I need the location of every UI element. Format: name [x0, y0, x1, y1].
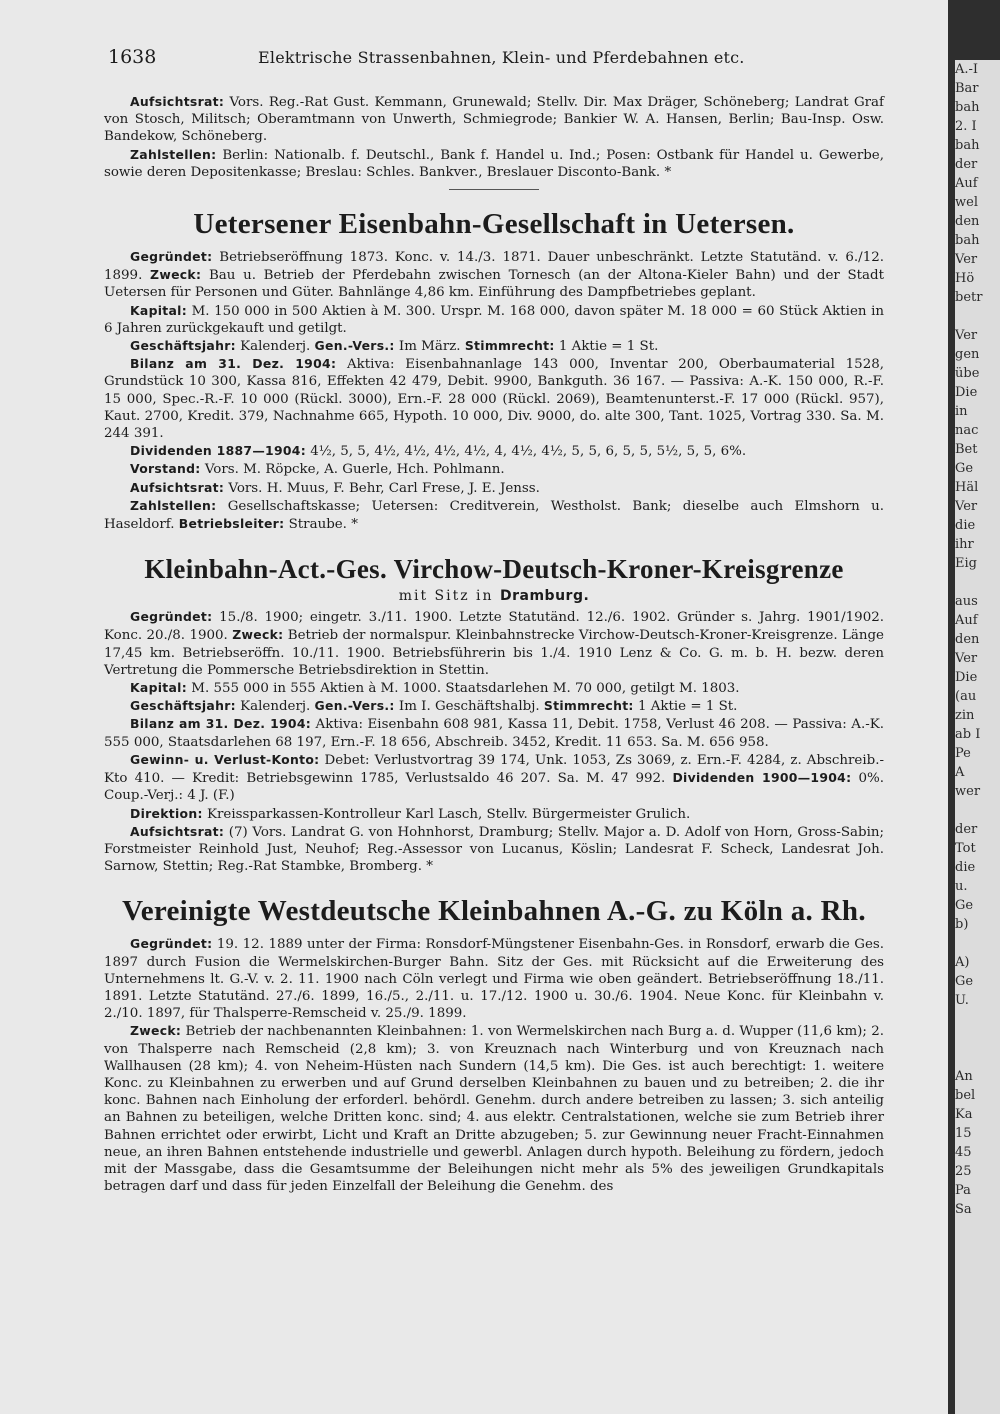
- strip-line: Bar: [955, 81, 979, 96]
- page-number: 1638: [108, 46, 157, 68]
- text-aufsichtsrat: (7) Vors. Landrat G. von Hohnhorst, Dramburg; Stellv. Major a. D. Adolf von Horn, Gross-Sabin; Forstmeister Reinhold Just, Neuhof; Reg.-Assessor von Lucanus, Köslin; Landesrat F. Scheck, Landesrat Joh. Sarnow, Stettin; Reg.-Rat Stambke, Bromberg. *: [104, 824, 884, 875]
- strip-line: die: [955, 518, 976, 533]
- company-seat: [104, 587, 884, 605]
- strip-line: Sa: [955, 1202, 972, 1217]
- key-geschaeftsjahr: Geschäftsjahr:: [130, 338, 236, 354]
- company-title: Kleinbahn-Act.-Ges. Virchow-Deutsch-Kroner-Kreisgrenze: [144, 554, 844, 585]
- text-dividenden: 4½, 5, 5, 4½, 4½, 4½, 4½, 4, 4½, 4½, 5, 5, 6, 5, 5, 5½, 5, 5, 6%.: [310, 444, 747, 460]
- strip-line: Pe: [955, 746, 971, 761]
- paragraph-vorstand: [104, 460, 884, 478]
- strip-line: [955, 801, 1000, 820]
- company-title: Vereinigte Westdeutsche Kleinbahnen A.-G. zu Köln a. Rh.: [122, 895, 866, 928]
- seat-city: Dramburg.: [500, 588, 590, 605]
- key-bilanz: Bilanz am 31. Dez. 1904:: [130, 716, 312, 732]
- paragraph-bilanz: [104, 715, 884, 750]
- text-stimmrecht: 1 Aktie = 1 St.: [637, 699, 738, 715]
- paragraph-gegruendet: [104, 608, 884, 679]
- text-zweck: Bau u. Betrieb der Pferdebahn zwischen Tornesch (an der Altona-Kieler Bahn) und der Stadt Uetersen für Personen und Güter. Bahnlänge 4,86 km. Einführung des Dampfbetriebes geplant.: [104, 268, 884, 301]
- text-direktion: Kreissparkassen-Kontrolleur Karl Lasch, Stellv. Bürgermeister Grulich.: [207, 806, 691, 822]
- section-divider: [449, 189, 539, 190]
- key-gen-vers: Gen.-Vers.:: [314, 338, 395, 354]
- strip-line: Ka: [955, 1107, 973, 1122]
- text-geschaeftsjahr: Kalenderj.: [240, 699, 311, 715]
- key-vorstand: Vorstand:: [130, 461, 201, 477]
- section-virchow: [104, 551, 884, 875]
- page-content: [104, 93, 884, 1195]
- strip-line: Ver: [955, 328, 978, 343]
- paragraph-aufsichtsrat: [104, 93, 884, 146]
- strip-line: Hö: [955, 271, 975, 286]
- strip-line: [955, 934, 1000, 953]
- key-zweck: Zweck:: [232, 627, 284, 643]
- strip-line: 2. I: [955, 119, 977, 134]
- strip-line: Ver: [955, 651, 978, 666]
- strip-line: [955, 1010, 1000, 1029]
- strip-line: der: [955, 822, 978, 837]
- strip-line: Bet: [955, 442, 978, 457]
- strip-line: 45: [955, 1145, 972, 1160]
- paragraph-zahlstellen: [104, 497, 884, 533]
- text-gen-vers: Im März.: [398, 339, 461, 355]
- paragraph-zahlstellen: [104, 146, 884, 181]
- key-zweck: Zweck:: [130, 1023, 182, 1039]
- paragraph-kapital: [104, 679, 884, 697]
- strip-line: Häl: [955, 480, 979, 495]
- strip-line: Pa: [955, 1183, 971, 1198]
- key-betriebsleiter: Betriebsleiter:: [178, 516, 285, 532]
- strip-line: Ge: [955, 461, 974, 476]
- key-geschaeftsjahr: Geschäftsjahr:: [130, 698, 236, 714]
- strip-line: [955, 573, 1000, 592]
- paragraph-gegruendet: [104, 248, 884, 302]
- strip-line: 15: [955, 1126, 972, 1141]
- text-vorstand: Vors. M. Röpcke, A. Guerle, Hch. Pohlmann.: [204, 462, 505, 478]
- strip-line: in: [955, 404, 968, 419]
- strip-line: wel: [955, 195, 978, 210]
- paragraph-gewinn-verlust: [104, 751, 884, 805]
- paragraph-dividenden: [104, 442, 884, 460]
- key-aufsichtsrat: Aufsichtsrat:: [130, 94, 225, 109]
- strip-line: bah: [955, 138, 980, 153]
- strip-line: übe: [955, 366, 980, 381]
- text-betriebsleiter: Straube. *: [288, 517, 358, 533]
- strip-line: [955, 1029, 1000, 1048]
- key-stimmrecht: Stimmrecht:: [464, 338, 555, 354]
- strip-line: b): [955, 917, 969, 932]
- key-gewinn-verlust: Gewinn- u. Verlust-Konto:: [130, 751, 320, 767]
- paragraph-direktion: [104, 805, 884, 823]
- text-geschaeftsjahr: Kalenderj.: [240, 339, 311, 355]
- key-kapital: Kapital:: [130, 680, 187, 696]
- text-aufsichtsrat: Vors. Reg.-Rat Gust. Kemmann, Grunewald; Stellv. Dir. Max Dräger, Schöneberg; Landrat Graf von Stosch, Militsch; Oberamtmann von Unwerth, Schmiegrode; Bankier W. A. Hansen, Berlin; Bau-Insp. Osw. Bandekow, Schöneberg.: [104, 95, 884, 145]
- strip-line: bah: [955, 100, 980, 115]
- key-zweck: Zweck:: [150, 267, 202, 283]
- key-direktion: Direktion:: [130, 805, 203, 821]
- strip-line: An: [955, 1069, 973, 1084]
- paragraph-geschaeftsjahr: [104, 697, 884, 715]
- strip-line: A): [955, 955, 970, 970]
- paragraph-aufsichtsrat: [104, 479, 884, 497]
- key-dividenden: Dividenden 1900—1904:: [672, 770, 852, 786]
- text-aufsichtsrat: Vors. H. Muus, F. Behr, Carl Frese, J. E. Jenss.: [228, 480, 540, 496]
- paragraph-gegruendet: [104, 935, 884, 1022]
- strip-line: Ver: [955, 499, 978, 514]
- strip-line: ab I: [955, 727, 981, 742]
- section-previous-continued: [104, 93, 884, 181]
- running-title: Elektrische Strassenbahnen, Klein- und Pferdebahnen etc.: [258, 48, 745, 67]
- key-gen-vers: Gen.-Vers.:: [314, 698, 395, 714]
- key-kapital: Kapital:: [130, 302, 187, 318]
- strip-line: (au: [955, 689, 977, 704]
- strip-line: Auf: [955, 613, 978, 628]
- key-zahlstellen: Zahlstellen:: [130, 146, 217, 162]
- key-gegruendet: Gegründet:: [130, 936, 213, 952]
- strip-line: u.: [955, 879, 968, 894]
- paragraph-kapital: [104, 302, 884, 337]
- text-stimmrecht: 1 Aktie = 1 St.: [558, 339, 659, 355]
- key-dividenden: Dividenden 1887—1904:: [130, 443, 306, 459]
- text-gewinn-verlust: Debet: Verlustvortrag 39 174, Unk. 1053, Zs 3069, z. Ern.-F. 4284, z. Abschreib.-Kto 410. — Kredit: Betriebsgewinn 1785, Verlustsaldo 46 207. Sa. M. 47 992.: [104, 752, 884, 787]
- text-bilanz: Aktiva: Eisenbahnanlage 143 000, Inventar 200, Oberbaumaterial 1528, Grundstück 10 300, Kassa 816, Effekten 42 479, Debit. 9900, Bankguth. 36 167. — Passiva: A.-K. 150 000, R.-F. 15 000, Spec.-R.-F. 10 000 (Rückl. 3000), Ern.-F. 28 000 (Rückl. 2069), Beamtenunterst.-F. 17 000 (Rückl. 957), Kaut. 2700, Kredit. 379, Nachnahme 665, Hypoth. 10 000, Div. 9000, do. alte 300, Tant. 1025, Vortrag 330. Sa. M. 244 391.: [104, 357, 884, 442]
- strip-line: [955, 1048, 1000, 1067]
- key-aufsichtsrat: Aufsichtsrat:: [130, 823, 225, 839]
- key-aufsichtsrat: Aufsichtsrat:: [130, 479, 225, 495]
- strip-line: ihr: [955, 537, 974, 552]
- company-title: Uetersener Eisenbahn-Gesellschaft in Uetersen.: [193, 208, 795, 241]
- strip-line: Eig: [955, 556, 977, 571]
- strip-line: Ge: [955, 974, 974, 989]
- key-gegruendet: Gegründet:: [130, 249, 213, 265]
- key-bilanz: Bilanz am 31. Dez. 1904:: [130, 356, 337, 372]
- text-zahlstellen: Gesellschaftskasse; Uetersen: Creditverein, Westholst. Bank; dieselbe auch Elmshorn u. Haseldorf.: [104, 498, 884, 533]
- strip-line: die: [955, 860, 976, 875]
- strip-line: [955, 307, 1000, 326]
- strip-line: der: [955, 157, 978, 172]
- strip-line: U.: [955, 993, 969, 1008]
- text-gegruendet: Betriebseröffnung 1873. Konc. v. 14./3. 1871. Dauer unbeschränkt. Letzte Statutänd. v. 6./12. 1899.: [104, 250, 884, 284]
- text-zweck: Betrieb der nachbenannten Kleinbahnen: 1. von Wermelskirchen nach Burg a. d. Wupper (11,6 km); 2. von Thalsperre nach Remscheid (2,8 km); 3. von Kreuznach nach Winterburg und von Kreuznach nach Wallhausen (28 km); 4. von Neheim-Hüsten nach Sundern (14,5 km). Die Ges. ist auch berechtigt: 1. weitere Konc. zu Kleinbahnen zu erwerben und auf Grund derselben Kleinbahnen zu bauen und zu betreiben; 2. die ihr konc. Bahnen nach Einholung der erforderl. behördl. Genehm. durch andere betreiben zu lassen; 3. sich anteilig an Bahnen zu beteiligen, welche Dritten konc. sind; 4. aus elektr. Centralstationen, welche sie zum Betrieb ihrer Bahnen errichtet oder erwirbt, Licht und Kraft an Dritte abzugeben; 5. zur Gewinnung neuer Fracht-Einnahmen neue, an ihren Bahnen entstehende industrielle und gewerbl. Anlagen durch hypoth. Beleihung zu fördern, jedoch mit der Massgabe, dass die Gesamtsumme der Beleihungen nicht mehr als 5% des jeweiligen Grundkapitals betragen darf und dass für jeden Einzelfall der Beleihung die Genehm. des: [104, 1024, 884, 1195]
- strip-line: 25: [955, 1164, 972, 1179]
- text-gegruendet: 19. 12. 1889 unter der Firma: Ronsdorf-Müngstener Eisenbahn-Ges. in Ronsdorf, erwarb die Ges. 1897 durch Fusion die Wermelskirchen-Burger Bahn. Sitz der Ges. mit Rücksicht auf die Erweiterung des Unternehmens lt. G.-V. v. 2. 11. 1900 nach Cöln verlegt und Firma wie oben geändert. Betriebseröffnung 18./11. 1891. Letzte Statutänd. 27./6. 1899, 16./5., 2./11. u. 17./12. 1900 u. 30./6. 1904. Neue Konc. für Kleinbahn v. 2./10. 1897, für Thalsperre-Remscheid v. 25./9. 1899.: [104, 937, 884, 1022]
- text-zweck: Betrieb der normalspur. Kleinbahnstrecke Virchow-Deutsch-Kroner-Kreisgrenze. Länge 17,45 km. Betriebseröffn. 10./11. 1900. Betriebsführerin bis 1./4. 1910 Lenz & Co. G. m. b. H. bezw. deren Vertretung die Pommersche Betriebsdirektion in Stettin.: [104, 628, 884, 678]
- strip-line: Die: [955, 670, 978, 685]
- paragraph-geschaeftsjahr: [104, 337, 884, 355]
- strip-line: betr: [955, 290, 983, 305]
- text-gen-vers: Im I. Geschäftshalbj.: [398, 699, 540, 715]
- text-zahlstellen: Berlin: Nationalb. f. Deutschl., Bank f. Handel u. Ind.; Posen: Ostbank für Handel u. Gewerbe, sowie deren Depositenkasse; Breslau: Schles. Bankver., Breslauer Disconto-Bank. *: [104, 147, 884, 180]
- key-gegruendet: Gegründet:: [130, 609, 213, 625]
- strip-line: wer: [955, 784, 981, 799]
- text-bilanz: Aktiva: Eisenbahn 608 981, Kassa 11, Debit. 1758, Verlust 46 208. — Passiva: A.-K. 555 000, Staatsdarlehen 68 197, Ern.-F. 18 656, Abschreib. 3452, Kredit. 11 653. Sa. M. 656 958.: [104, 717, 885, 750]
- strip-line: den: [955, 214, 980, 229]
- paragraph-zweck: [104, 1022, 884, 1195]
- text-kapital: M. 150 000 in 500 Aktien à M. 300. Urspr. M. 168 000, davon später M. 18 000 = 60 Stück Aktien in 6 Jahren zurückgekauft und getilgt.: [104, 303, 884, 336]
- section-westdeutsche: [104, 893, 884, 1195]
- key-zahlstellen: Zahlstellen:: [130, 497, 217, 513]
- strip-line: bel: [955, 1088, 976, 1103]
- text-kapital: M. 555 000 in 555 Aktien à M. 1000. Staatsdarlehen M. 70 000, getilgt M. 1803.: [191, 681, 740, 697]
- section-uetersen: [104, 206, 884, 533]
- strip-line: Tot: [955, 841, 976, 856]
- strip-line: aus: [955, 594, 978, 609]
- key-stimmrecht: Stimmrecht:: [543, 698, 634, 714]
- strip-line: A.-I: [955, 62, 979, 77]
- strip-line: Ver: [955, 252, 978, 267]
- strip-line: nac: [955, 423, 979, 438]
- page-header: [108, 46, 898, 70]
- strip-line: den: [955, 632, 980, 647]
- paragraph-aufsichtsrat: [104, 823, 884, 876]
- paragraph-bilanz: [104, 355, 884, 442]
- text-dividenden: 0%. Coup.-Verj.: 4 J. (F.): [104, 771, 884, 804]
- strip-line: Auf: [955, 176, 978, 191]
- text-gegruendet: 15./8. 1900; eingetr. 3./11. 1900. Letzte Statutänd. 12./6. 1902. Gründer s. Jahrg. 1901/1902. Konc. 20./8. 1900.: [104, 610, 884, 644]
- adjacent-page-strip: [955, 60, 1000, 1414]
- strip-line: zin: [955, 708, 975, 723]
- strip-line: Ge: [955, 898, 974, 913]
- strip-line: A: [955, 765, 965, 780]
- seat-prefix: mit Sitz in: [398, 588, 494, 605]
- strip-line: bah: [955, 233, 980, 248]
- strip-line: Die: [955, 385, 978, 400]
- strip-line: gen: [955, 347, 980, 362]
